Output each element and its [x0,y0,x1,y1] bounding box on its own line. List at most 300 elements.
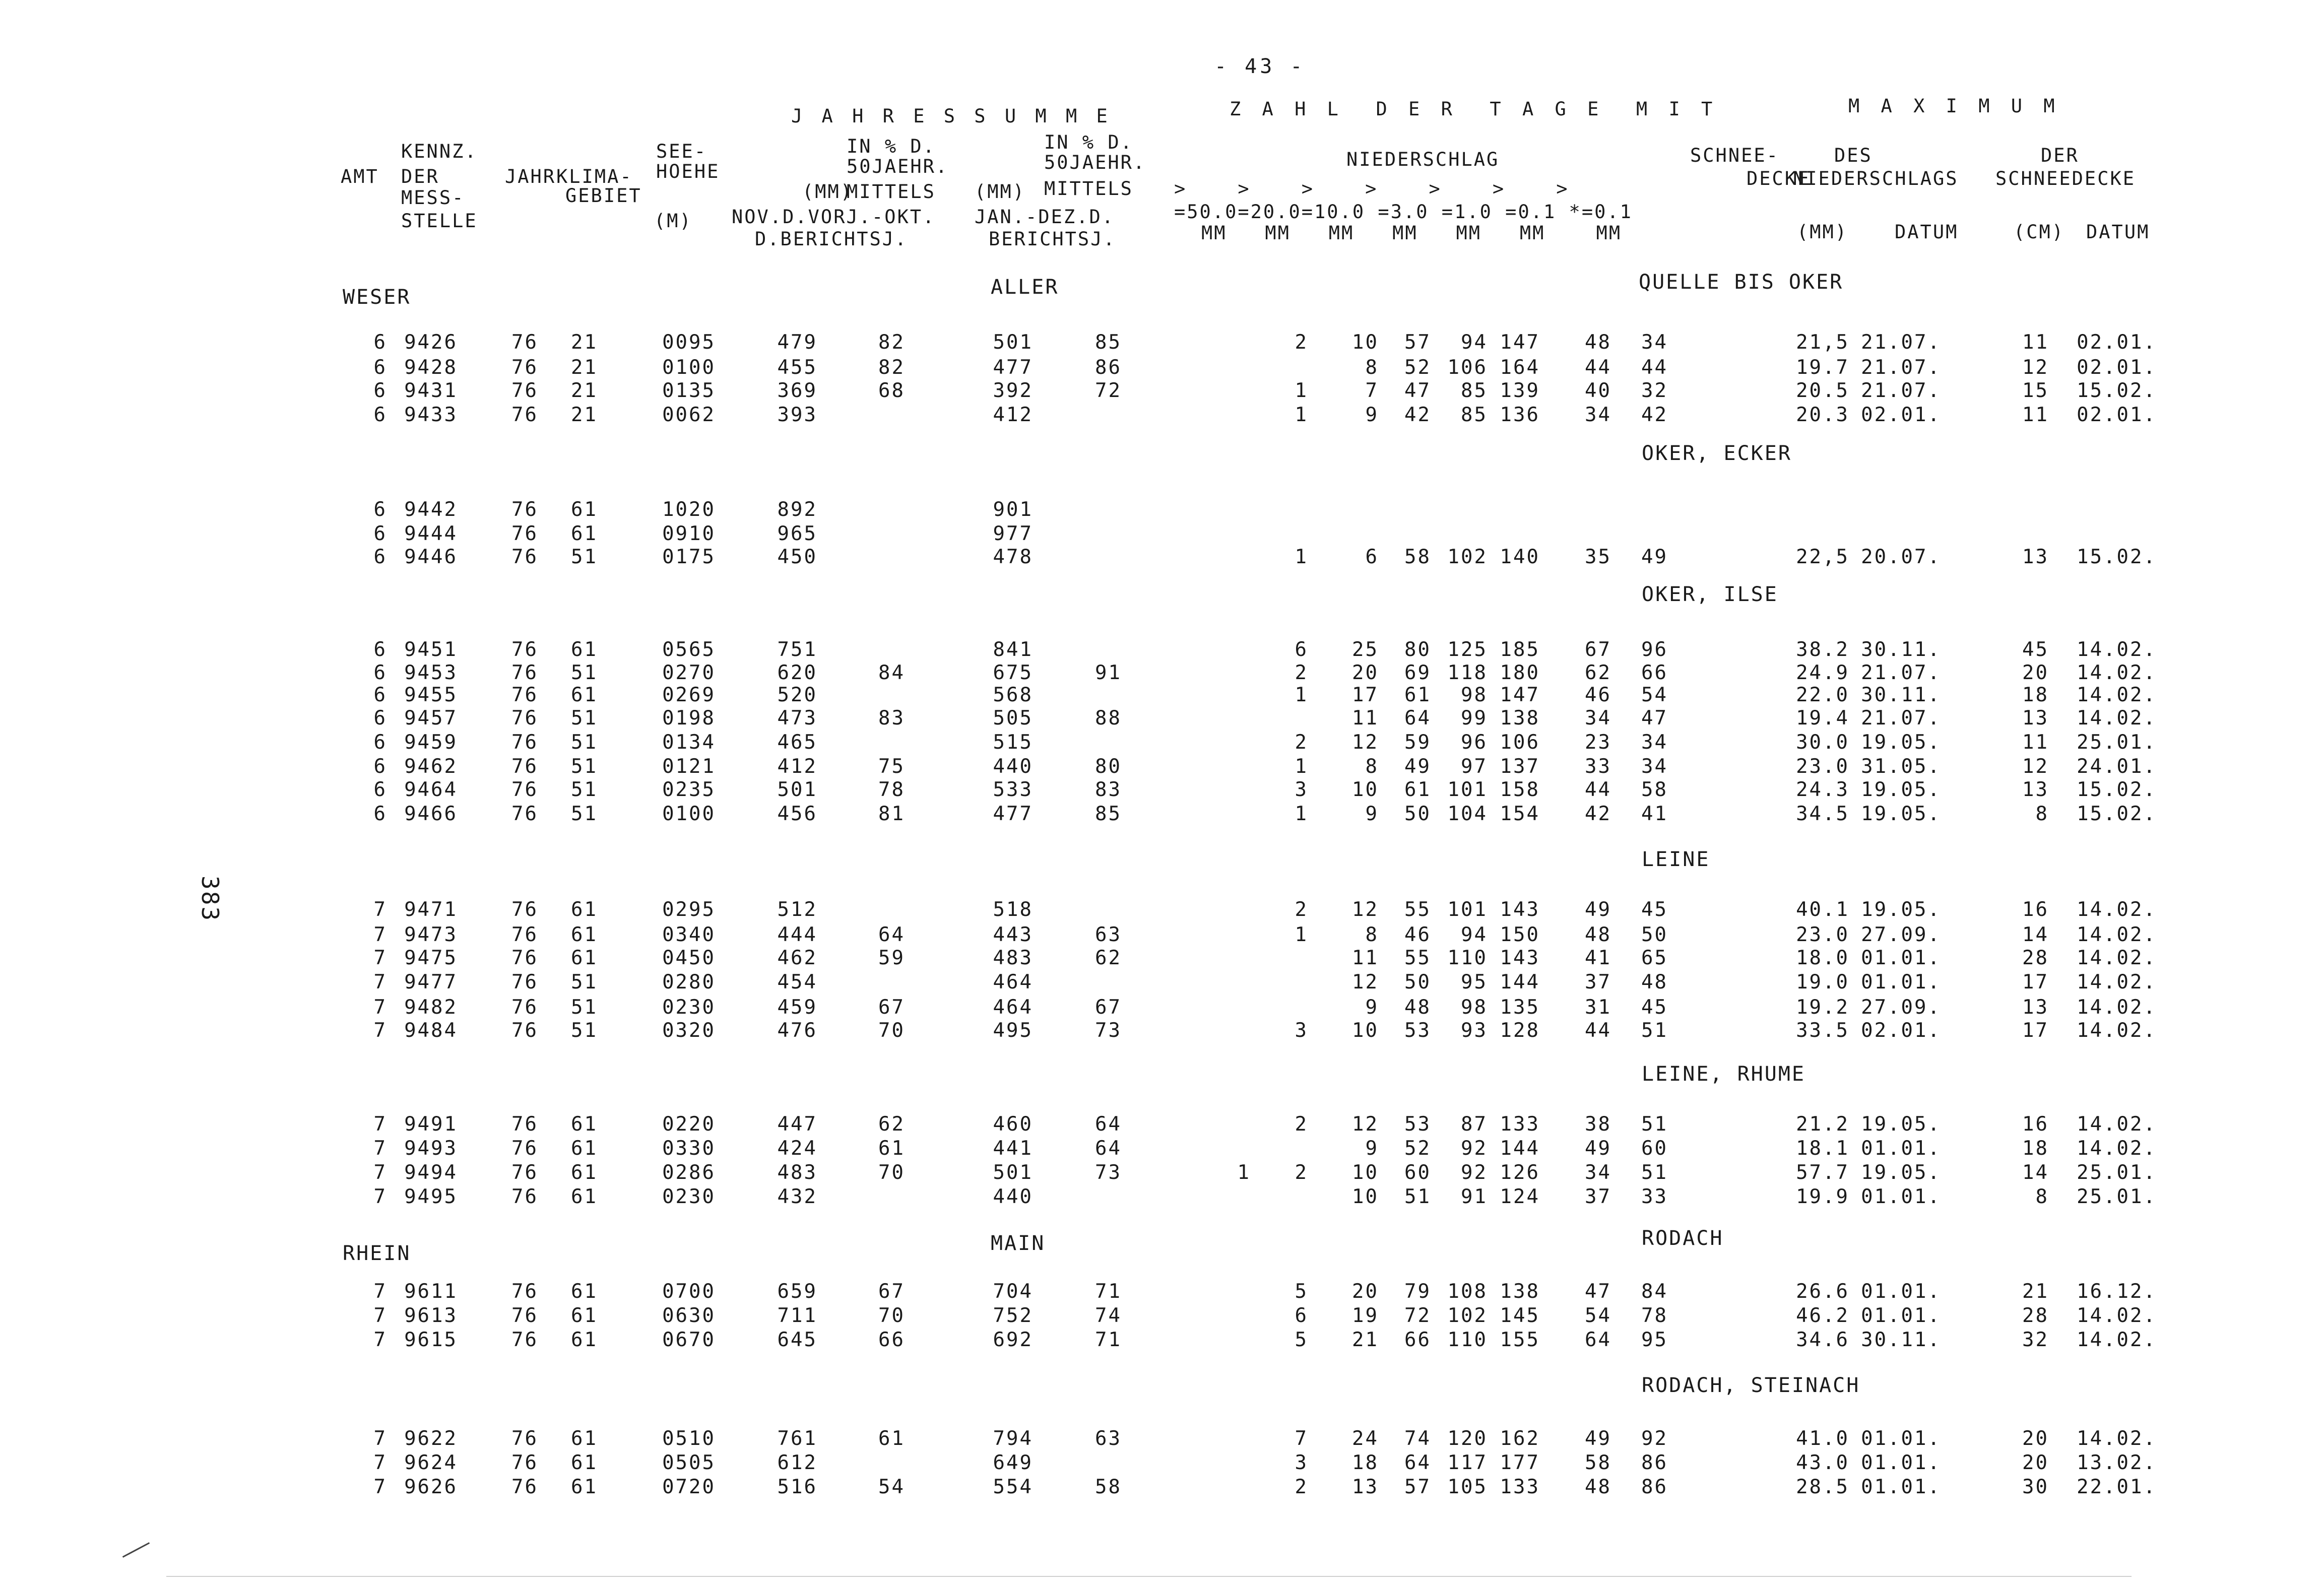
cell-klima: 21 [571,404,598,426]
cell-tage-le-01: 50 [1641,923,1668,946]
cell-tage-le-01: 48 [1641,971,1668,994]
header-schneedecke-1: SCHNEE- [1690,145,1779,166]
cell-datum-schneedecke: 14.02. [2077,971,2157,994]
cell-seehoehe: 0121 [662,755,716,778]
cell-jahr: 76 [511,778,538,801]
cell-datum-niederschlag: 21.07. [1861,356,1941,379]
cell-tage-gt-20: 24 [1352,1427,1379,1450]
cell-summe-jan-dez: 515 [993,731,1033,754]
cell-amt: 7 [373,971,387,994]
cell-tage-gt-1: 135 [1500,996,1540,1019]
cell-max-schneedecke: 11 [2022,331,2049,354]
cell-kennz: 9613 [404,1304,458,1327]
cell-datum-niederschlag: 19.05. [1861,898,1941,921]
cell-tage-gt-3: 101 [1447,778,1488,801]
cell-max-niederschlag: 57.7 [1796,1161,1849,1184]
cell-seehoehe: 0910 [662,522,716,545]
cell-summe-jan-dez: 440 [993,1185,1033,1208]
cell-seehoehe: 0230 [662,1185,716,1208]
cell-summe-jan-dez: 440 [993,755,1033,778]
cell-tage-gt-20: 10 [1352,1185,1379,1208]
cell-tage-le-01: 47 [1641,707,1668,730]
header-niederschlag: NIEDERSCHLAG [1346,149,1500,170]
cell-tage-gt-10: 55 [1404,898,1431,921]
cell-seehoehe: 0100 [662,803,716,825]
cell-tage-le-01: 78 [1641,1304,1668,1327]
cell-datum-niederschlag: 01.01. [1861,971,1941,994]
cell-tage-gt-20: 7 [1365,379,1379,402]
cell-tage-le-01: 51 [1641,1019,1668,1042]
cell-klima: 51 [571,803,598,825]
cell-tage-le-01: 41 [1641,803,1668,825]
cell-tage-gt-50: 1 [1295,755,1308,778]
tributary-label: MAIN [991,1232,1046,1255]
cell-seehoehe: 0720 [662,1476,716,1498]
cell-tage-gt-01: 34 [1585,1161,1611,1184]
cell-summe-nov-okt: 483 [777,1161,817,1184]
cell-datum-schneedecke: 02.01. [2077,331,2157,354]
cell-klima: 61 [571,1304,598,1327]
cell-tage-gt-01: 23 [1585,731,1611,754]
cell-summe-nov-okt: 711 [777,1304,817,1327]
cell-tage-gt-10: 59 [1404,731,1431,754]
cell-tage-gt-50: 2 [1295,661,1308,684]
cell-tage-gt-3: 94 [1461,923,1488,946]
cell-kennz: 9475 [404,947,458,969]
cell-tage-gt-3: 102 [1447,546,1488,568]
cell-datum-schneedecke: 25.01. [2077,1161,2157,1184]
cell-tage-gt-1: 155 [1500,1329,1540,1351]
cell-seehoehe: 1020 [662,498,716,521]
cell-seehoehe: 0286 [662,1161,716,1184]
cell-jahr: 76 [511,404,538,426]
cell-datum-schneedecke: 22.01. [2077,1476,2157,1498]
cell-summe-jan-dez: 533 [993,778,1033,801]
cell-tage-le-01: 51 [1641,1113,1668,1136]
cell-amt: 7 [373,996,387,1019]
cell-tage-gt-3: 98 [1461,996,1488,1019]
header-mm-3: (MM) [1797,221,1848,243]
cell-kennz: 9464 [404,778,458,801]
cell-pct-nov-okt: 84 [878,661,905,684]
cell-kennz: 9493 [404,1137,458,1160]
cell-seehoehe: 0269 [662,684,716,706]
cell-tage-gt-01: 44 [1585,778,1611,801]
header-cm: (CM) [2014,221,2065,243]
cell-tage-gt-10: 42 [1404,404,1431,426]
cell-tage-gt-3: 101 [1447,898,1488,921]
cell-tage-gt-50: 6 [1295,638,1308,661]
cell-pct-jan-dez: 67 [1095,996,1122,1019]
cell-klima: 61 [571,1427,598,1450]
cell-tage-gt-3: 98 [1461,684,1488,706]
cell-summe-nov-okt: 761 [777,1427,817,1450]
cell-datum-schneedecke: 14.02. [2077,1137,2157,1160]
cell-jahr: 76 [511,1329,538,1351]
cell-pct-nov-okt: 67 [878,1280,905,1303]
river-label: WESER [343,286,411,309]
cell-summe-nov-okt: 432 [777,1185,817,1208]
cell-max-niederschlag: 19.4 [1796,707,1849,730]
cell-datum-schneedecke: 24.01. [2077,755,2157,778]
cell-summe-nov-okt: 751 [777,638,817,661]
cell-amt: 7 [373,1280,387,1303]
cell-tage-gt-50: 2 [1295,1476,1308,1498]
cell-datum-schneedecke: 14.02. [2077,707,2157,730]
header-seehoehe-3: (M) [654,210,692,232]
cell-pct-nov-okt: 70 [878,1304,905,1327]
cell-max-schneedecke: 16 [2022,1113,2049,1136]
cell-tage-le-01: 58 [1641,778,1668,801]
cell-max-niederschlag: 26.6 [1796,1280,1849,1303]
cell-jahr: 76 [511,755,538,778]
cell-amt: 6 [373,755,387,778]
cell-datum-niederschlag: 01.01. [1861,1304,1941,1327]
cell-max-niederschlag: 34.6 [1796,1329,1849,1351]
cell-max-niederschlag: 22.0 [1796,684,1849,706]
cell-pct-nov-okt: 82 [878,356,905,379]
cell-pct-jan-dez: 62 [1095,947,1122,969]
cell-datum-niederschlag: 27.09. [1861,923,1941,946]
cell-max-schneedecke: 14 [2022,923,2049,946]
cell-seehoehe: 0295 [662,898,716,921]
cell-tage-gt-20: 6 [1365,546,1379,568]
cell-max-schneedecke: 17 [2022,971,2049,994]
header-schneedecke-2: DECKE [1747,168,1811,189]
cell-max-schneedecke: 21 [2022,1280,2049,1303]
cell-tage-gt-10: 60 [1404,1161,1431,1184]
cell-jahr: 76 [511,1451,538,1474]
cell-max-schneedecke: 17 [2022,1019,2049,1042]
cell-tage-gt-50: 7 [1295,1427,1308,1450]
cell-amt: 7 [373,1019,387,1042]
cell-summe-nov-okt: 459 [777,996,817,1019]
cell-kennz: 9624 [404,1451,458,1474]
header-kennz-4: STELLE [401,210,478,232]
cell-jahr: 76 [511,684,538,706]
cell-tage-gt-1: 136 [1500,404,1540,426]
cell-tage-gt-20: 12 [1352,971,1379,994]
cell-summe-jan-dez: 392 [993,379,1033,402]
cell-tage-gt-20: 13 [1352,1476,1379,1498]
cell-amt: 6 [373,404,387,426]
cell-max-niederschlag: 19.2 [1796,996,1849,1019]
cell-datum-niederschlag: 31.05. [1861,755,1941,778]
cell-amt: 6 [373,379,387,402]
cell-klima: 61 [571,1329,598,1351]
cell-amt: 7 [373,1304,387,1327]
cell-tage-gt-01: 35 [1585,546,1611,568]
cell-summe-nov-okt: 454 [777,971,817,994]
cell-tage-gt-20: 9 [1365,803,1379,825]
cell-max-schneedecke: 20 [2022,661,2049,684]
header-pct1-2: 50JAEHR. [847,156,949,177]
cell-datum-schneedecke: 14.02. [2077,898,2157,921]
cell-amt: 6 [373,522,387,545]
cell-tage-gt-20: 9 [1365,996,1379,1019]
cell-tage-gt-01: 41 [1585,947,1611,969]
cell-amt: 6 [373,684,387,706]
cell-tage-gt-10: 50 [1404,803,1431,825]
cell-tage-le-01: 49 [1641,546,1668,568]
cell-pct-jan-dez: 74 [1095,1304,1122,1327]
header-maximum: M A X I M U M [1848,95,2060,117]
cell-tage-gt-50: 3 [1295,778,1308,801]
cell-tage-le-01: 86 [1641,1476,1668,1498]
cell-max-schneedecke: 20 [2022,1451,2049,1474]
cell-pct-jan-dez: 73 [1095,1019,1122,1042]
cell-kennz: 9433 [404,404,458,426]
cell-pct-nov-okt: 64 [878,923,905,946]
cell-kennz: 9444 [404,522,458,545]
cell-summe-jan-dez: 477 [993,803,1033,825]
cell-tage-gt-20: 25 [1352,638,1379,661]
cell-tage-gt-3: 120 [1447,1427,1488,1450]
header-nov-okt: NOV.D.VORJ.-OKT. [732,206,936,228]
cell-klima: 61 [571,1113,598,1136]
cell-amt: 7 [373,1137,387,1160]
cell-pct-nov-okt: 67 [878,996,905,1019]
header-klima-1: KLIMA- [556,166,633,187]
cell-kennz: 9466 [404,803,458,825]
cell-jahr: 76 [511,1304,538,1327]
cell-tage-gt-3: 110 [1447,947,1488,969]
cell-datum-schneedecke: 14.02. [2077,661,2157,684]
cell-summe-nov-okt: 473 [777,707,817,730]
cell-tage-gt-3: 92 [1461,1161,1488,1184]
cell-tage-le-01: 33 [1641,1185,1668,1208]
cell-kennz: 9459 [404,731,458,754]
scan-mark [122,1542,150,1558]
cell-kennz: 9491 [404,1113,458,1136]
cell-datum-niederschlag: 02.01. [1861,1019,1941,1042]
cell-seehoehe: 0630 [662,1304,716,1327]
cell-datum-niederschlag: 01.01. [1861,1137,1941,1160]
cell-tage-gt-3: 106 [1447,356,1488,379]
cell-tage-le-01: 84 [1641,1280,1668,1303]
cell-summe-nov-okt: 512 [777,898,817,921]
cell-kennz: 9477 [404,971,458,994]
cell-jahr: 76 [511,331,538,354]
cell-datum-niederschlag: 01.01. [1861,1185,1941,1208]
cell-max-schneedecke: 45 [2022,638,2049,661]
cell-tage-gt-01: 67 [1585,638,1611,661]
cell-tage-gt-10: 61 [1404,778,1431,801]
cell-klima: 51 [571,971,598,994]
cell-tage-gt-01: 40 [1585,379,1611,402]
cell-klima: 61 [571,498,598,521]
cell-summe-jan-dez: 977 [993,522,1033,545]
cell-max-schneedecke: 16 [2022,898,2049,921]
cell-amt: 7 [373,1161,387,1184]
cell-tage-gt-10: 52 [1404,1137,1431,1160]
cell-summe-jan-dez: 441 [993,1137,1033,1160]
cell-amt: 6 [373,778,387,801]
cell-seehoehe: 0175 [662,546,716,568]
cell-seehoehe: 0235 [662,778,716,801]
cell-jahr: 76 [511,1137,538,1160]
cell-kennz: 9494 [404,1161,458,1184]
cell-max-schneedecke: 15 [2022,379,2049,402]
cell-tage-gt-10: 53 [1404,1113,1431,1136]
cell-klima: 61 [571,923,598,946]
cell-tage-gt-01: 38 [1585,1113,1611,1136]
cell-datum-schneedecke: 25.01. [2077,1185,2157,1208]
cell-max-schneedecke: 18 [2022,1137,2049,1160]
cell-kennz: 9615 [404,1329,458,1351]
cell-tage-gt-1: 154 [1500,803,1540,825]
cell-tage-gt-10: 64 [1404,1451,1431,1474]
cell-klima: 21 [571,379,598,402]
cell-datum-niederschlag: 01.01. [1861,1280,1941,1303]
cell-max-niederschlag: 18.0 [1796,947,1849,969]
cell-kennz: 9473 [404,923,458,946]
cell-max-schneedecke: 12 [2022,356,2049,379]
cell-tage-gt-01: 46 [1585,684,1611,706]
cell-max-niederschlag: 28.5 [1796,1476,1849,1498]
cell-amt: 7 [373,898,387,921]
cell-tage-gt-20: 12 [1352,731,1379,754]
cell-pct-jan-dez: 86 [1095,356,1122,379]
cell-summe-nov-okt: 462 [777,947,817,969]
cell-tage-gt-1: 140 [1500,546,1540,568]
cell-tage-gt-50: 3 [1295,1019,1308,1042]
cell-summe-nov-okt: 444 [777,923,817,946]
cell-pct-jan-dez: 73 [1095,1161,1122,1184]
cell-tage-gt-1: 180 [1500,661,1540,684]
cell-max-schneedecke: 18 [2022,684,2049,706]
cell-datum-schneedecke: 14.02. [2077,1019,2157,1042]
cell-kennz: 9428 [404,356,458,379]
cell-tage-gt-01: 33 [1585,755,1611,778]
header-mm-row: MM MM MM MM MM MM MM [1201,222,1622,244]
cell-seehoehe: 0100 [662,356,716,379]
cell-seehoehe: 0700 [662,1280,716,1303]
cell-pct-nov-okt: 62 [878,1113,905,1136]
header-des-1: DES [1834,145,1873,166]
cell-pct-jan-dez: 85 [1095,803,1122,825]
cell-datum-schneedecke: 02.01. [2077,404,2157,426]
cell-kennz: 9626 [404,1476,458,1498]
cell-datum-schneedecke: 14.02. [2077,684,2157,706]
cell-datum-niederschlag: 02.01. [1861,404,1941,426]
cell-pct-nov-okt: 82 [878,331,905,354]
cell-tage-gt-10: 47 [1404,379,1431,402]
cell-kennz: 9426 [404,331,458,354]
header-datum-1: DATUM [1895,221,1959,243]
cell-tage-le-01: 92 [1641,1427,1668,1450]
cell-max-niederschlag: 38.2 [1796,638,1849,661]
cell-seehoehe: 0135 [662,379,716,402]
cell-tage-gt-01: 62 [1585,661,1611,684]
cell-tage-gt-3: 87 [1461,1113,1488,1136]
cell-pct-jan-dez: 58 [1095,1476,1122,1498]
cell-tage-gt-01: 42 [1585,803,1611,825]
cell-tage-gt-10: 48 [1404,996,1431,1019]
cell-jahr: 76 [511,379,538,402]
cell-tage-le-01: 32 [1641,379,1668,402]
cell-max-schneedecke: 32 [2022,1329,2049,1351]
cell-klima: 51 [571,778,598,801]
cell-klima: 51 [571,546,598,568]
cell-pct-nov-okt: 68 [878,379,905,402]
cell-jahr: 76 [511,661,538,684]
cell-max-niederschlag: 18.1 [1796,1137,1849,1160]
cell-summe-nov-okt: 612 [777,1451,817,1474]
cell-tage-gt-10: 74 [1404,1427,1431,1450]
cell-tage-gt-20: 17 [1352,684,1379,706]
cell-pct-jan-dez: 80 [1095,755,1122,778]
cell-kennz: 9611 [404,1280,458,1303]
cell-tage-gt-01: 49 [1585,1137,1611,1160]
cell-tage-gt-01: 37 [1585,1185,1611,1208]
cell-summe-nov-okt: 447 [777,1113,817,1136]
cell-pct-jan-dez: 88 [1095,707,1122,730]
cell-tage-gt-01: 44 [1585,1019,1611,1042]
cell-tage-le-01: 51 [1641,1161,1668,1184]
cell-pct-jan-dez: 64 [1095,1113,1122,1136]
cell-tage-gt-50: 3 [1295,1451,1308,1474]
cell-amt: 6 [373,638,387,661]
header-jahressumme: J A H R E S S U M M E [791,105,1112,127]
cell-tage-gt-3: 93 [1461,1019,1488,1042]
cell-jahr: 76 [511,898,538,921]
cell-tage-gt-01: 47 [1585,1280,1611,1303]
cell-tage-gt-50: 2 [1295,731,1308,754]
cell-datum-niederschlag: 01.01. [1861,1427,1941,1450]
cell-tage-gt-1: 164 [1500,356,1540,379]
cell-max-niederschlag: 43.0 [1796,1451,1849,1474]
cell-seehoehe: 0095 [662,331,716,354]
cell-max-schneedecke: 28 [2022,1304,2049,1327]
cell-tage-gt-1: 162 [1500,1427,1540,1450]
cell-summe-nov-okt: 479 [777,331,817,354]
cell-summe-nov-okt: 620 [777,661,817,684]
cell-tage-gt-3: 97 [1461,755,1488,778]
cell-summe-jan-dez: 692 [993,1329,1033,1351]
cell-amt: 6 [373,546,387,568]
cell-datum-niederschlag: 19.05. [1861,803,1941,825]
cell-tage-gt-1: 143 [1500,947,1540,969]
cell-seehoehe: 0330 [662,1137,716,1160]
cell-summe-nov-okt: 892 [777,498,817,521]
cell-jahr: 76 [511,546,538,568]
header-pct2-4: BERICHTSJ. [989,228,1116,250]
cell-tage-gt-50: 1 [1295,923,1308,946]
cell-tage-le-01: 45 [1641,898,1668,921]
cell-summe-jan-dez: 675 [993,661,1033,684]
cell-max-schneedecke: 28 [2022,947,2049,969]
header-pct1-3: MITTELS [847,181,936,203]
cell-amt: 7 [373,923,387,946]
cell-tage-gt-01: 49 [1585,898,1611,921]
cell-datum-schneedecke: 02.01. [2077,356,2157,379]
cell-summe-nov-okt: 412 [777,755,817,778]
header-pct2-2: 50JAEHR. [1044,152,1146,173]
header-seehoehe-1: SEE- [656,141,707,162]
cell-tage-gt-50: 5 [1295,1280,1308,1303]
cell-tage-gt-1: 138 [1500,1280,1540,1303]
cell-summe-nov-okt: 455 [777,356,817,379]
cell-tage-gt-1: 144 [1500,1137,1540,1160]
cell-kennz: 9482 [404,996,458,1019]
header-jan-dez: JAN.-DEZ.D. [975,206,1115,228]
cell-kennz: 9455 [404,684,458,706]
cell-tage-gt-01: 49 [1585,1427,1611,1450]
cell-kennz: 9457 [404,707,458,730]
cell-datum-niederschlag: 27.09. [1861,996,1941,1019]
cell-tage-gt-3: 85 [1461,379,1488,402]
